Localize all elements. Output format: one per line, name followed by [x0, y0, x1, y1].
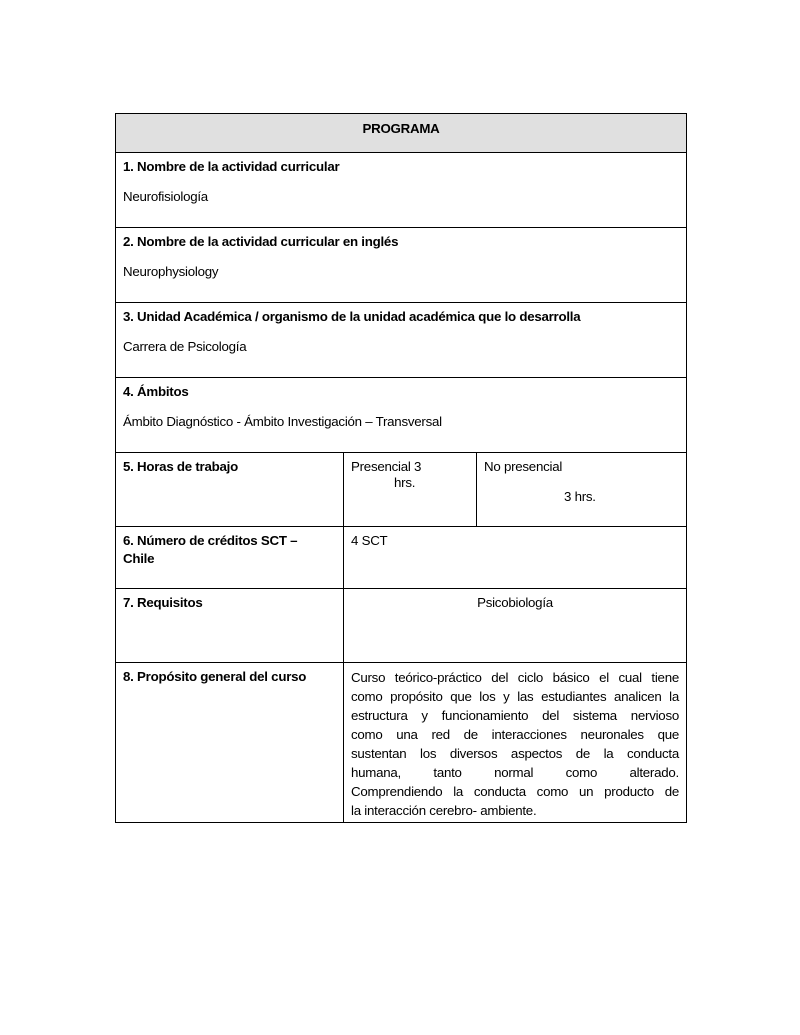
requisites-label [115, 588, 344, 663]
purpose-label-text: 8. Propósito general del curso [123, 669, 307, 684]
section-label: 1. Nombre de la actividad curricular [123, 159, 340, 174]
purpose-line: la interacción cerebro- ambiente. [351, 803, 537, 818]
requisites-value [343, 588, 687, 663]
section-activity-name-english [115, 227, 687, 303]
purpose-line: como una red de interacciones neuronales que [351, 727, 679, 742]
table-title: PROGRAMA [362, 121, 440, 136]
credits-label-line1: 6. Número de créditos SCT – [123, 533, 298, 548]
table-header [115, 113, 687, 153]
credits-value-text: 4 SCT [351, 533, 388, 548]
no-presencial-text: No presencial [484, 459, 563, 474]
hours-presencial [343, 452, 477, 527]
requisites-label-text: 7. Requisitos [123, 595, 203, 610]
credits-label [115, 526, 344, 589]
hours-label-text: 5. Horas de trabajo [123, 459, 238, 474]
purpose-line: Curso teórico-práctico del ciclo básico el cual tiene [351, 670, 679, 685]
section-value: Carrera de Psicología [123, 339, 247, 354]
purpose-line: humana, tanto normal como alterado. [351, 765, 679, 780]
section-label: 2. Nombre de la actividad curricular en inglés [123, 234, 399, 249]
credits-value [343, 526, 687, 589]
hours-no-presencial [476, 452, 687, 527]
purpose-label [115, 662, 344, 823]
section-scopes [115, 377, 687, 453]
requisites-value-text: Psicobiología [477, 595, 553, 610]
section-value: Ámbito Diagnóstico - Ámbito Investigación – Transversal [123, 414, 442, 429]
purpose-line: como propósito que los y las estudiantes analicen la [351, 689, 679, 704]
section-label: 4. Ámbitos [123, 384, 189, 399]
purpose-line: Comprendiendo la conducta como un producto de [351, 784, 679, 799]
section-value: Neurofisiología [123, 189, 208, 204]
presencial-unit: hrs. [394, 475, 416, 490]
presencial-text: Presencial 3 [351, 459, 422, 474]
no-presencial-hours: 3 hrs. [564, 489, 596, 504]
section-label: 3. Unidad Académica / organismo de la unidad académica que lo desarrolla [123, 309, 581, 324]
purpose-value [343, 662, 687, 823]
credits-label-line2: Chile [123, 551, 155, 566]
purpose-line: sustentan los diversos aspectos de la conducta [351, 746, 679, 761]
section-activity-name [115, 152, 687, 228]
hours-label [115, 452, 344, 527]
section-academic-unit [115, 302, 687, 378]
purpose-line: estructura y funcionamiento del sistema nervioso [351, 708, 679, 723]
section-value: Neurophysiology [123, 264, 219, 279]
